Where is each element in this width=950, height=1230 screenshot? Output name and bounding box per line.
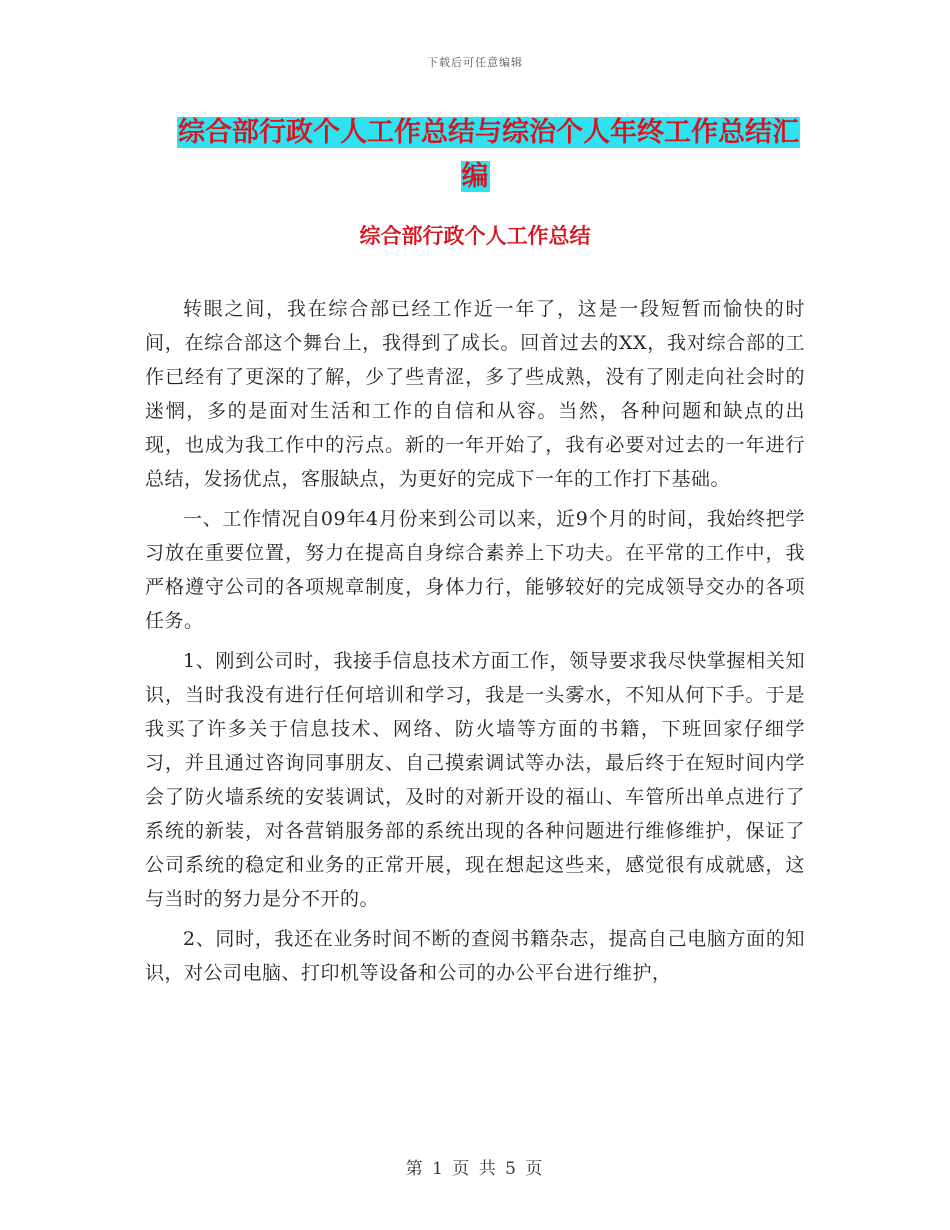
document-title-line-2 — [150, 155, 800, 199]
body-text — [145, 292, 805, 996]
paragraph-work-overview: 一、工作情况自09年4月份来到公司以来，近9个月的时间，我始终把学习放在重要位置，努力在提高自身综合素养上下功夫。在平常的工作中，我严格遵守公司的各项规章制度，身体力行，能够较好的完成领导交办的各项任务。 — [145, 508, 805, 632]
document-title — [150, 111, 800, 199]
page-number-footer: 第 1 页 共 5 页 — [405, 1159, 545, 1179]
header-note: 下载后可任意编辑 — [427, 56, 523, 69]
title-highlight: 编 — [461, 161, 489, 192]
section-title: 综合部行政个人工作总结 — [359, 224, 591, 248]
paragraph-item-2: 2、同时，我还在业务时间不断的查阅书籍杂志，提高自己电脑方面的知识，对公司电脑、打印机等设备和公司的办公平台进行维护， — [145, 928, 805, 984]
paragraph-item-1: 1、刚到公司时，我接手信息技术方面工作，领导要求我尽快掌握相关知识，当时我没有进行任何培训和学习，我是一头雾水，不知从何下手。于是我买了许多关于信息技术、网络、防火墙等方面的书籍，下班回家仔细学习，并且通过咨询同事朋友、自己摸索调试等办法，最后终于在短时间内学会了防火墙系统的安装调试，及时的对新开设的福山、车管所出单点进行了系统的新装，对各营销服务部的系统出现的各种问题进行维修维护，保证了公司系统的稳定和业务的正常开展，现在想起这些来，感觉很有成就感，这与当时的努力是分不开的。 — [145, 650, 805, 910]
title-highlight: 综合部行政个人工作总结与综治个人年终工作总结汇 — [178, 117, 799, 148]
document-title-line-1 — [150, 111, 800, 155]
paragraph-intro: 转眼之间，我在综合部已经工作近一年了，这是一段短暂而愉快的时间，在综合部这个舞台上，我得到了成长。回首过去的XX，我对综合部的工作已经有了更深的了解，少了些青涩，多了些成熟，没有了刚走向社会时的迷惘，多的是面对生活和工作的自信和从容。当然，各种问题和缺点的出现，也成为我工作中的污点。新的一年开始了，我有必要对过去的一年进行总结，发扬优点，客服缺点，为更好的完成下一年的工作打下基础。 — [145, 298, 805, 490]
